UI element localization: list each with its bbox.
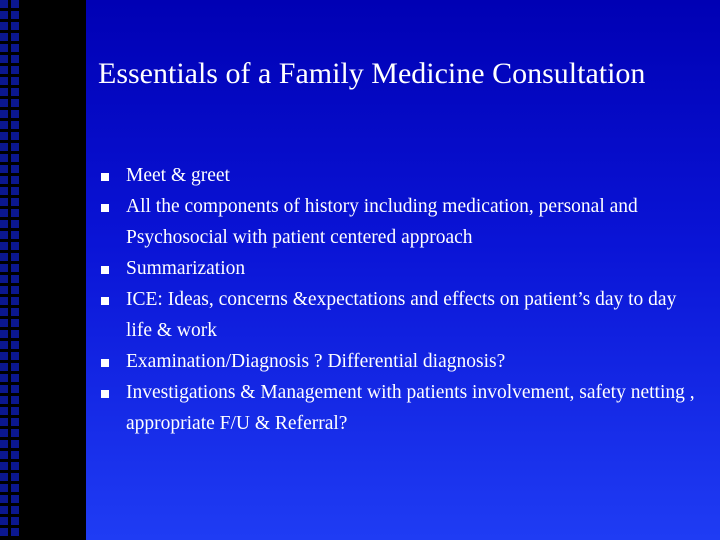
- decorative-square: [11, 352, 19, 360]
- decorative-square: [11, 407, 19, 415]
- decorative-square: [11, 297, 19, 305]
- slide-title: Essentials of a Family Medicine Consultation: [98, 57, 646, 90]
- decorative-square: [11, 11, 19, 19]
- decorative-square: [0, 110, 8, 118]
- decorative-square: [0, 0, 8, 8]
- decorative-square: [11, 176, 19, 184]
- square-bullet-icon: [101, 173, 109, 181]
- decorative-square: [0, 407, 8, 415]
- decorative-square: [0, 275, 8, 283]
- decorative-square: [0, 286, 8, 294]
- decorative-square: [0, 253, 8, 261]
- decorative-square: [0, 66, 8, 74]
- decorative-square: [11, 396, 19, 404]
- decorative-square: [0, 385, 8, 393]
- decorative-square: [11, 462, 19, 470]
- decorative-square: [0, 462, 8, 470]
- bullet-item: [96, 253, 706, 284]
- decorative-square: [0, 11, 8, 19]
- decorative-square: [11, 253, 19, 261]
- decorative-square: [0, 44, 8, 52]
- decorative-square: [11, 341, 19, 349]
- decorative-square: [0, 77, 8, 85]
- decorative-square: [11, 330, 19, 338]
- decorative-square: [11, 429, 19, 437]
- decorative-square: [0, 88, 8, 96]
- decorative-square: [11, 132, 19, 140]
- bullet-text: Examination/Diagnosis ? Differential diagnosis?: [126, 351, 506, 372]
- decorative-square: [0, 132, 8, 140]
- decorative-square: [0, 308, 8, 316]
- bullet-text: Summarization: [126, 258, 246, 279]
- decorative-square: [11, 44, 19, 52]
- bullet-text: Investigations & Management with patients involvement, safety netting , appropriate F/U & Referral?: [126, 382, 695, 434]
- decorative-square: [11, 264, 19, 272]
- square-bullet-icon: [101, 390, 109, 398]
- decorative-square: [0, 396, 8, 404]
- decorative-square: [11, 374, 19, 382]
- decorative-square: [11, 33, 19, 41]
- decorative-square: [0, 374, 8, 382]
- decorative-square: [11, 187, 19, 195]
- decorative-square: [0, 154, 8, 162]
- decorative-square: [11, 110, 19, 118]
- decorative-square: [0, 297, 8, 305]
- bullet-item: [96, 160, 706, 191]
- decorative-square: [11, 0, 19, 8]
- decorative-square: [11, 418, 19, 426]
- decorative-square: [0, 418, 8, 426]
- decorative-square: [11, 440, 19, 448]
- decorative-square: [0, 330, 8, 338]
- decorative-square: [11, 121, 19, 129]
- decorative-square: [0, 55, 8, 63]
- bullet-text: Meet & greet: [126, 165, 230, 186]
- decorative-square: [0, 209, 8, 217]
- decorative-square: [11, 209, 19, 217]
- bullet-text: ICE: Ideas, concerns &expectations and effects on patient’s day to day life & work: [126, 289, 677, 341]
- square-bullet-icon: [101, 266, 109, 274]
- decorative-square: [0, 242, 8, 250]
- bullet-item: [96, 377, 706, 439]
- decorative-square: [0, 143, 8, 151]
- decorative-square: [11, 198, 19, 206]
- decorative-square: [0, 99, 8, 107]
- decorative-square: [11, 66, 19, 74]
- decorative-square: [0, 352, 8, 360]
- square-bullet-icon: [101, 359, 109, 367]
- square-bullet-icon: [101, 204, 109, 212]
- bullet-item: [96, 284, 706, 346]
- decorative-square: [0, 429, 8, 437]
- decorative-square: [11, 143, 19, 151]
- decorative-square: [11, 275, 19, 283]
- decorative-square: [11, 506, 19, 514]
- decorative-square: [0, 319, 8, 327]
- square-bullet-icon: [101, 297, 109, 305]
- decorative-square: [0, 363, 8, 371]
- decorative-square: [0, 451, 8, 459]
- decorative-square: [11, 99, 19, 107]
- decorative-square: [0, 198, 8, 206]
- decorative-square: [11, 77, 19, 85]
- bullet-text: All the components of history including medication, personal and Psychosocial with patient centered approach: [126, 196, 638, 248]
- decorative-square: [11, 88, 19, 96]
- decorative-square: [0, 341, 8, 349]
- decorative-square: [11, 165, 19, 173]
- decorative-square: [11, 220, 19, 228]
- decorative-square: [11, 528, 19, 536]
- decorative-square: [0, 495, 8, 503]
- bullet-item: [96, 191, 706, 253]
- decorative-square: [0, 440, 8, 448]
- decorative-square: [11, 473, 19, 481]
- decorative-square: [11, 55, 19, 63]
- decorative-square: [11, 286, 19, 294]
- decorative-square: [11, 231, 19, 239]
- decorative-square: [11, 517, 19, 525]
- bullet-list: [96, 160, 706, 439]
- decorative-square: [0, 121, 8, 129]
- decorative-square: [0, 176, 8, 184]
- decorative-square: [11, 451, 19, 459]
- decorative-square: [0, 187, 8, 195]
- decorative-square: [0, 484, 8, 492]
- decorative-square: [11, 385, 19, 393]
- decorative-square: [0, 473, 8, 481]
- decorative-square: [0, 33, 8, 41]
- decorative-square: [0, 22, 8, 30]
- decorative-square: [11, 22, 19, 30]
- decorative-square: [0, 165, 8, 173]
- bullet-item: [96, 346, 706, 377]
- decorative-square: [0, 506, 8, 514]
- decorative-square: [0, 528, 8, 536]
- decorative-square-pattern: [0, 0, 20, 540]
- decorative-square: [11, 363, 19, 371]
- decorative-square: [11, 484, 19, 492]
- decorative-square: [11, 154, 19, 162]
- decorative-square: [0, 231, 8, 239]
- decorative-square: [0, 220, 8, 228]
- decorative-square: [11, 319, 19, 327]
- decorative-square: [0, 517, 8, 525]
- decorative-square: [11, 495, 19, 503]
- decorative-square: [11, 242, 19, 250]
- decorative-square: [11, 308, 19, 316]
- decorative-square: [0, 264, 8, 272]
